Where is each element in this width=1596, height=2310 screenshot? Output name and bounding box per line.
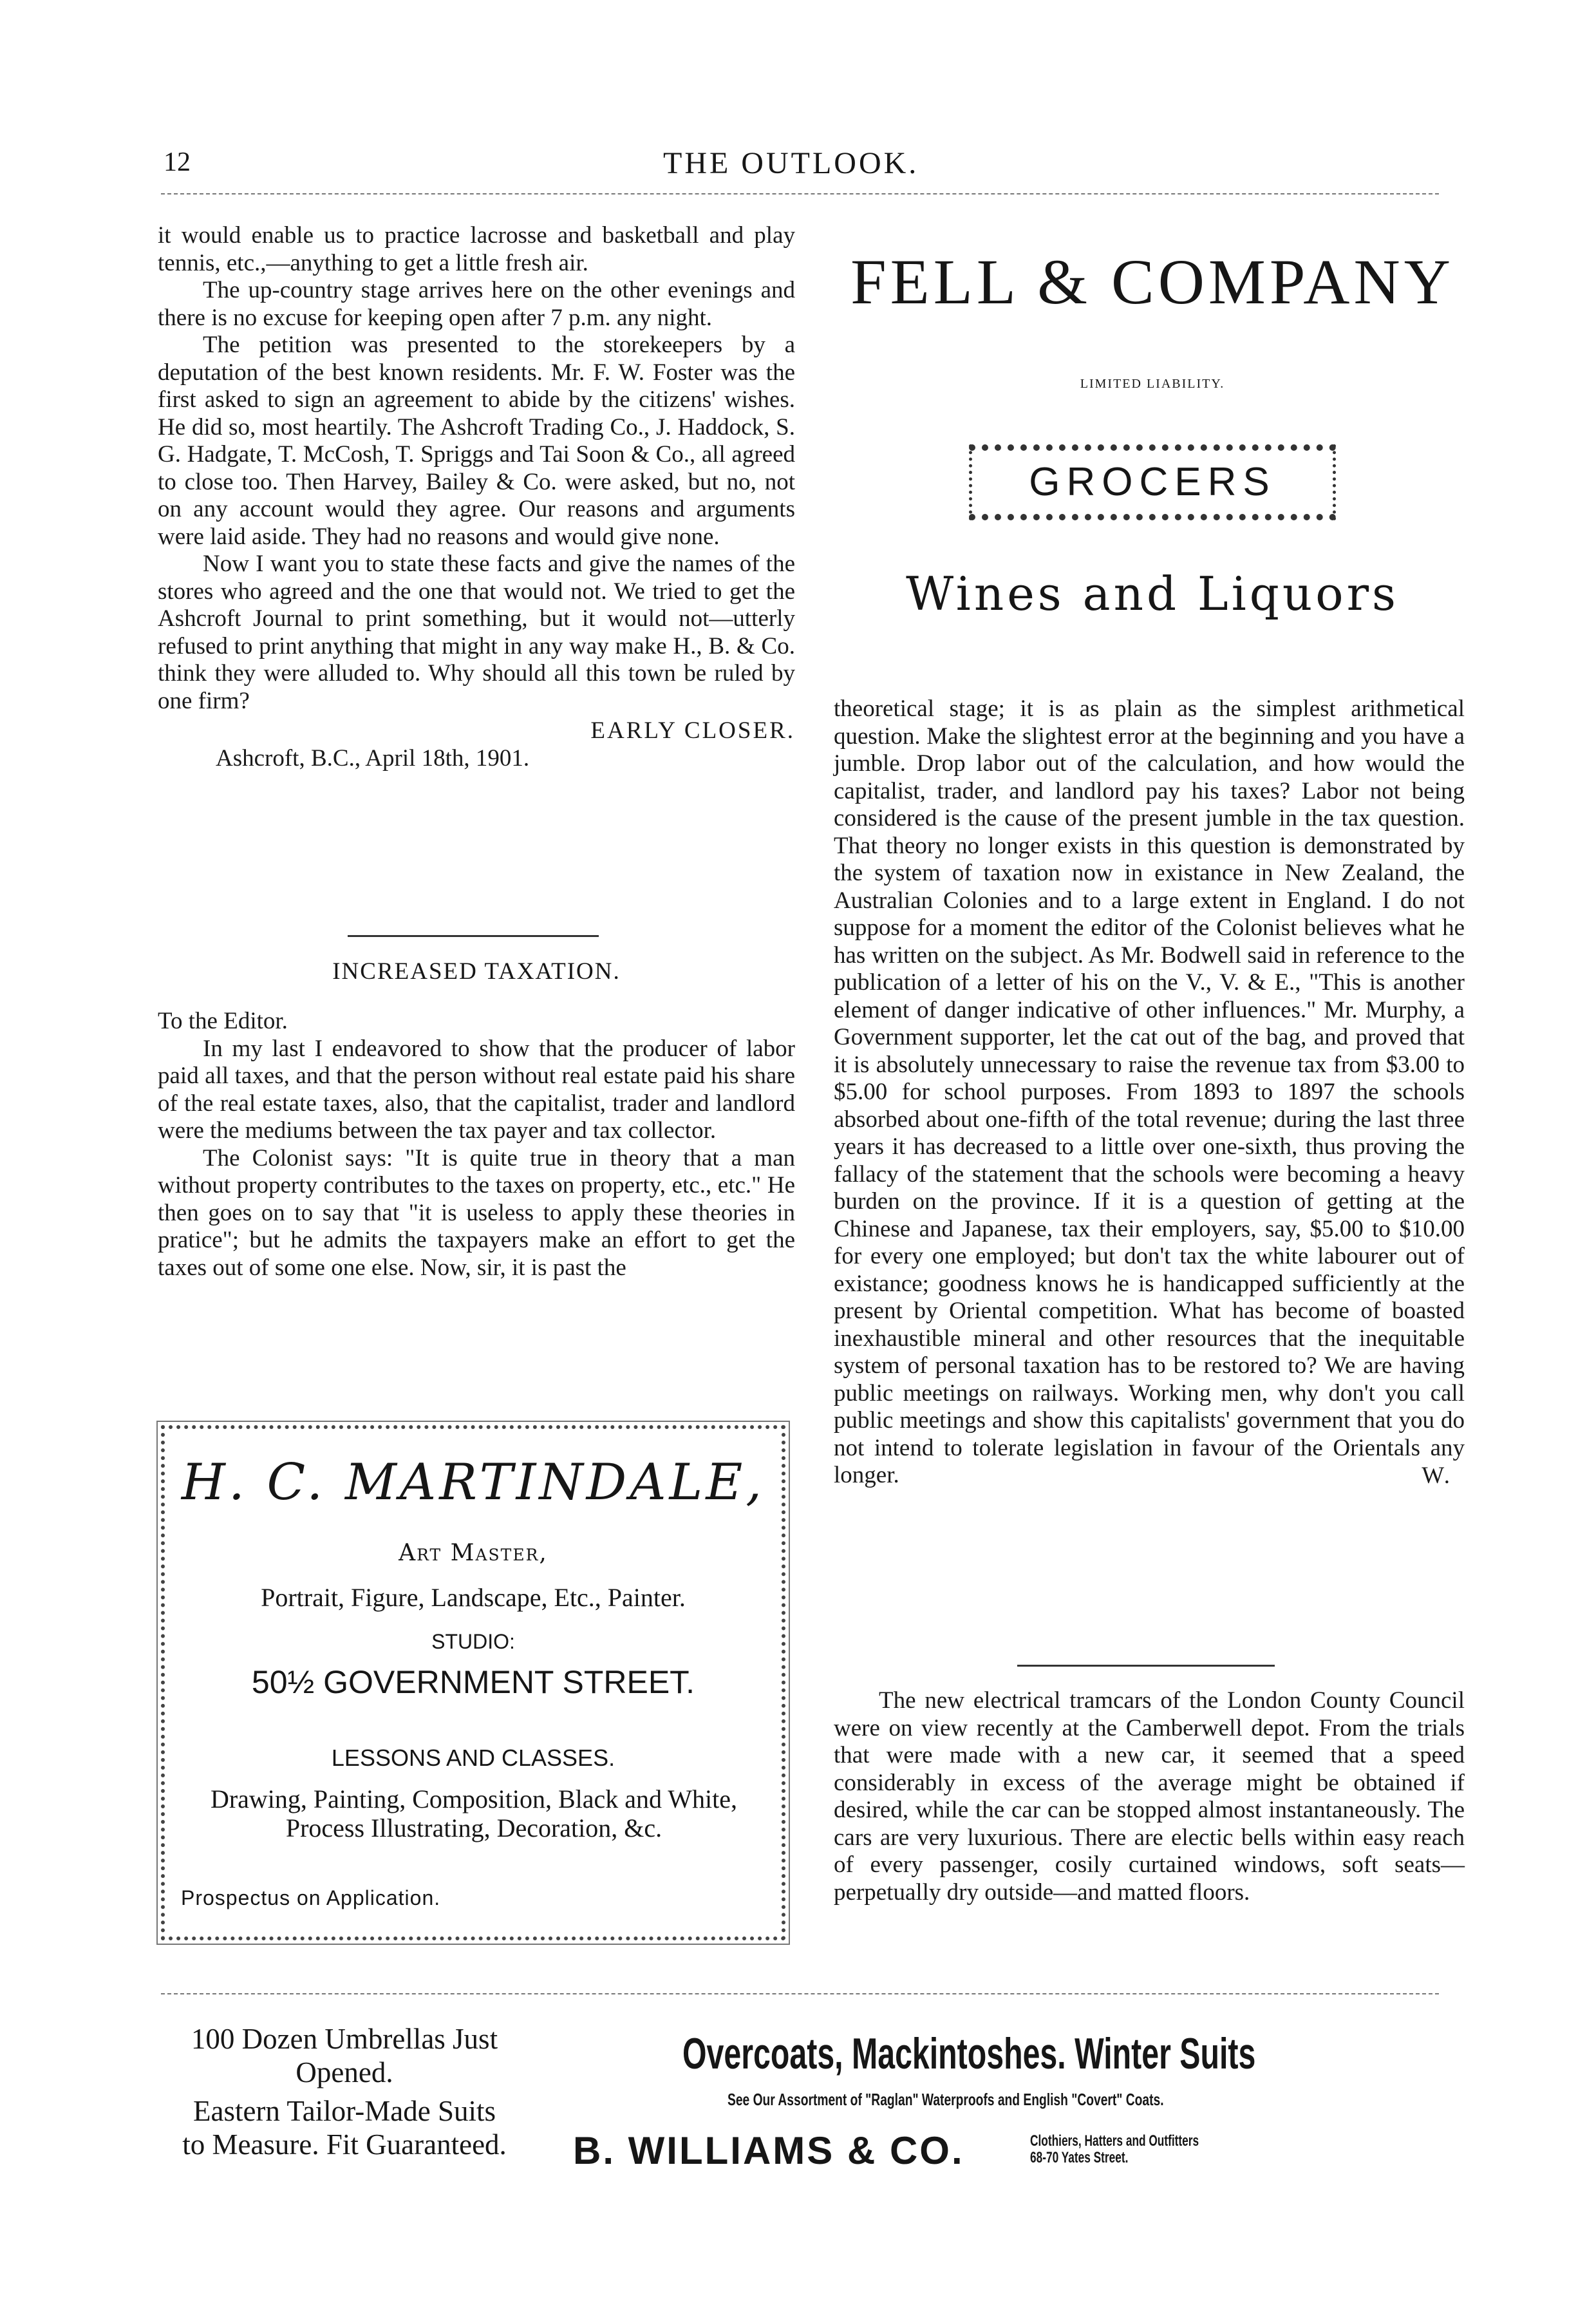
article-paragraph: The Colonist says: "It is quite true in theory that a man without property contributes to the taxes on property, etc., etc." He then goes on to say that "it is useless to apply these theories in pratice"; but he admits the taxpayers make an effort to get the taxes out of some one else. Now, sir, it is past the (158, 1144, 795, 1281)
article-paragraph: In my last I endeavored to show that the producer of labor paid all taxes, and that the person without real estate paid his share of the real estate taxes, also, that the capitalist, trader and landlord were the mediums between the tax payer and tax collector. (158, 1035, 795, 1144)
martindale-title: Art Master, (399, 1540, 548, 1566)
header-rule (161, 193, 1439, 194)
section-divider (348, 935, 599, 937)
letter-dateline: Ashcroft, B.C., April 18th, 1901. (216, 744, 530, 772)
fell-grocers-label: GROCERS (1029, 460, 1276, 504)
williams-subline: See Our Assortment of "Raglan" Waterproofs and English "Covert" Coats. (728, 2090, 1164, 2109)
fell-company-name: FELL & COMPANY (850, 246, 1454, 317)
martindale-footer: Prospectus on Application. (181, 1886, 441, 1909)
williams-tailor-line: Eastern Tailor-Made Suits (192, 2095, 496, 2127)
williams-street-line: 68-70 Yates Street. (1030, 2149, 1129, 2166)
williams-umbrellas (145, 2022, 544, 2161)
section-divider (1017, 1665, 1275, 1667)
williams-headline: Overcoats, Mackintoshes. Winter Suits (682, 2029, 1256, 2078)
williams-name: B. WILLIAMS & CO. (573, 2129, 964, 2172)
article-heading: INCREASED TAXATION. (332, 958, 621, 985)
martindale-name: H. C. MARTINDALE, (181, 1453, 765, 1511)
article-salutation: To the Editor. (158, 1008, 288, 1034)
article-paragraph: theoretical stage; it is as plain as the simplest arithmetical question. Make the slightest error at the beginning and you have a jumble. Drop labor out of the calculation, and how would the capitalist, trader, and landlord pay his taxes? Labor not being considered is the cause of the present jumble in the tax question. That theory no longer exists in this question is demonstrated by the system of taxation now in existance in New Zealand, the Australian Colonies and to a large extent in England. I do not suppose for a moment the editor of the Colonist believes what he has written on the subject. As Mr. Bodwell said in reference to the publication of a letter of his on the V., V. & E., "This is another element of danger indicative of other influences." Mr. Murphy, a Government supporter, let the cat out of the bag, and proved that it is absolutely unnecessary to raise the revenue tax from $3.00 to $5.00 for school purposes. From 1893 to 1897 the schools absorbed about one-fifth of the total revenue; during the last three years it has decreased to a little over one-sixth, thus proving the fallacy of the statement that the schools were becoming a heavy burden on the province. If it is a question of getting at the Chinese and Japanese, tax their employers, say, $5.00 to $10.00 for every one employed; but don't tax the white labourer out of existance; goodness knows he is handicapped sufficiently at the present by Oriental competition. What has become of boasted inexhaustible mineral and other resources that the inequitable system of personal taxation has to be restored to? We are having public meetings on railways. Working men, why don't you call public meetings and show this capitalists' government that you do not intend to tolerate legislation in favour of the Orientals any longer. (834, 696, 1465, 1488)
tramcars-item (834, 1687, 1465, 1906)
williams-tailor-line: to Measure. Fit Guaranteed. (182, 2128, 507, 2161)
williams-trade-line: Clothiers, Hatters and Outfitters (1030, 2132, 1199, 2150)
martindale-classes-label: LESSONS AND CLASSES. (331, 1745, 615, 1771)
page-number: 12 (164, 147, 191, 177)
letter-paragraph: it would enable us to practice lacrosse and basketball and play tennis, etc.,—anything to get a little fresh air. (158, 222, 795, 276)
letter-paragraph: The petition was presented to the storekeepers by a deputation of the best known residents. Mr. F. W. Foster was the first asked to sign an agreement to abide by the citizens' wishes. He did so, most heartily. The Ashcroft Trading Co., J. Haddock, S. G. Hadgate, T. McCosh, T. Spriggs and Tai Soon & Co., all agreed to close too. Then Harvey, Bailey & Co. were asked, but no, not on any account would they agree. Our reasons and arguments were laid aside. They had no reasons and would give none. (158, 332, 795, 550)
fell-tagline: Wines and Liquors (906, 567, 1399, 621)
masthead-title: THE OUTLOOK. (663, 146, 919, 180)
williams-umbrellas-line: Opened. (296, 2056, 393, 2088)
article-increased-taxation (158, 1008, 795, 1282)
martindale-specialties: Portrait, Figure, Landscape, Etc., Painter. (261, 1583, 686, 1612)
fell-liability: LIMITED LIABILITY. (1080, 377, 1225, 391)
bottom-ad-rule (161, 1993, 1439, 1994)
williams-trade (1030, 2133, 1199, 2166)
williams-umbrellas-line: 100 Dozen Umbrellas Just (191, 2023, 498, 2055)
fell-grocers-badge (969, 444, 1336, 520)
martindale-studio-label: STUDIO: (431, 1630, 515, 1653)
letter-signature: EARLY CLOSER. (590, 717, 795, 744)
martindale-ad (161, 1425, 785, 1940)
letter-paragraph: Now I want you to state these facts and give the names of the stores who agreed and the one that would not. We tried to get the Ashcroft Journal to print something, but it would not—utterly refused to print anything that might in any way make H., B. & Co. think they were alluded to. Why should all this town be ruled by one firm? (158, 551, 795, 714)
martindale-subjects: Drawing, Painting, Composition, Black and White, Process Illustrating, Decoration, &c. (210, 1785, 738, 1842)
article-continuation (834, 696, 1465, 1490)
article-signature: W. (1422, 1462, 1452, 1489)
letter-early-closer (158, 222, 795, 772)
letter-paragraph: The up-country stage arrives here on the other evenings and there is no excuse for keeping open after 7 p.m. any night. (158, 277, 795, 331)
tramcars-paragraph: The new electrical tramcars of the London County Council were on view recently at the Camberwell depot. From the trials that were made with a new car, it seemed that a speed considerably in excess of the average might be obtained if desired, while the car can be stopped almost instantaneously. The cars are very luxurious. There are electic bells within easy reach of every passenger, cosily curtained windows, soft seats—perpetually dry outside—and matted floors. (834, 1687, 1465, 1906)
martindale-address: 50½ GOVERNMENT STREET. (251, 1664, 695, 1700)
